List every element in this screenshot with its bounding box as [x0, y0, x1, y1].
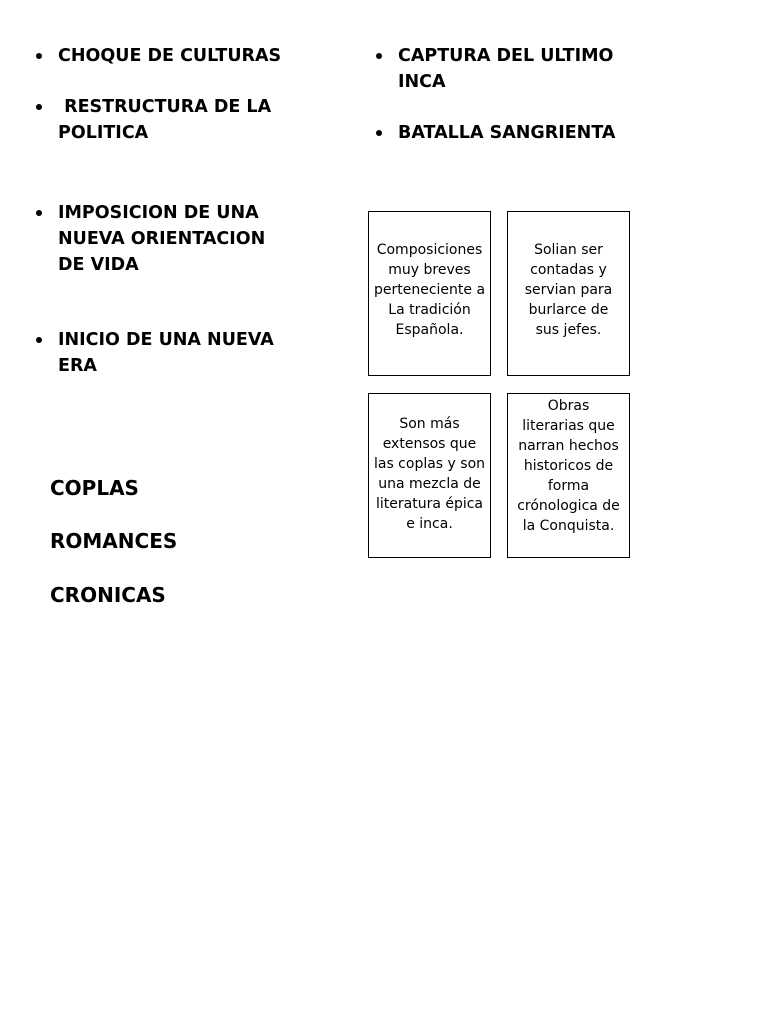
definition-card — [368, 393, 491, 558]
card-text: Son más extensos que las coplas y son una mezcla de literatura épica e inca. — [373, 416, 486, 532]
bullet-item — [36, 200, 288, 278]
bullet-dot-icon — [36, 210, 42, 216]
definition-card — [507, 393, 630, 558]
bullet-text: BATALLA SANGRIENTA — [398, 123, 616, 143]
term-cronicas: CRONICAS — [50, 583, 166, 607]
bullet-text: CHOQUE DE CULTURAS — [58, 46, 282, 66]
bullet-item — [376, 43, 628, 95]
term-coplas: COPLAS — [50, 476, 139, 500]
bullet-item — [376, 120, 658, 146]
bullet-item — [36, 94, 298, 146]
card-text: Composiciones muy breves perteneciente a La tradición Española. — [373, 242, 486, 338]
bullet-dot-icon — [36, 104, 42, 110]
bullet-text: CAPTURA DEL ULTIMO INCA — [398, 46, 620, 92]
definition-card — [368, 211, 491, 376]
bullet-dot-icon — [376, 53, 382, 59]
bullet-dot-icon — [36, 53, 42, 59]
bullet-item — [36, 43, 298, 69]
definition-card — [507, 211, 630, 376]
card-text: Obras literarias que narran hechos historicos de forma crónologica de la Conquista. — [517, 398, 620, 534]
bullet-text: INICIO DE UNA NUEVA ERA — [58, 330, 280, 376]
bullet-text: IMPOSICION DE UNA NUEVA ORIENTACION DE VIDA — [58, 203, 272, 275]
bullet-item — [36, 327, 288, 379]
bullet-text: RESTRUCTURA DE LA POLITICA — [58, 97, 278, 143]
bullet-dot-icon — [376, 130, 382, 136]
card-text: Solian ser contadas y servian para burlarce de sus jefes. — [524, 242, 613, 338]
term-romances: ROMANCES — [50, 529, 178, 553]
bullet-dot-icon — [36, 337, 42, 343]
